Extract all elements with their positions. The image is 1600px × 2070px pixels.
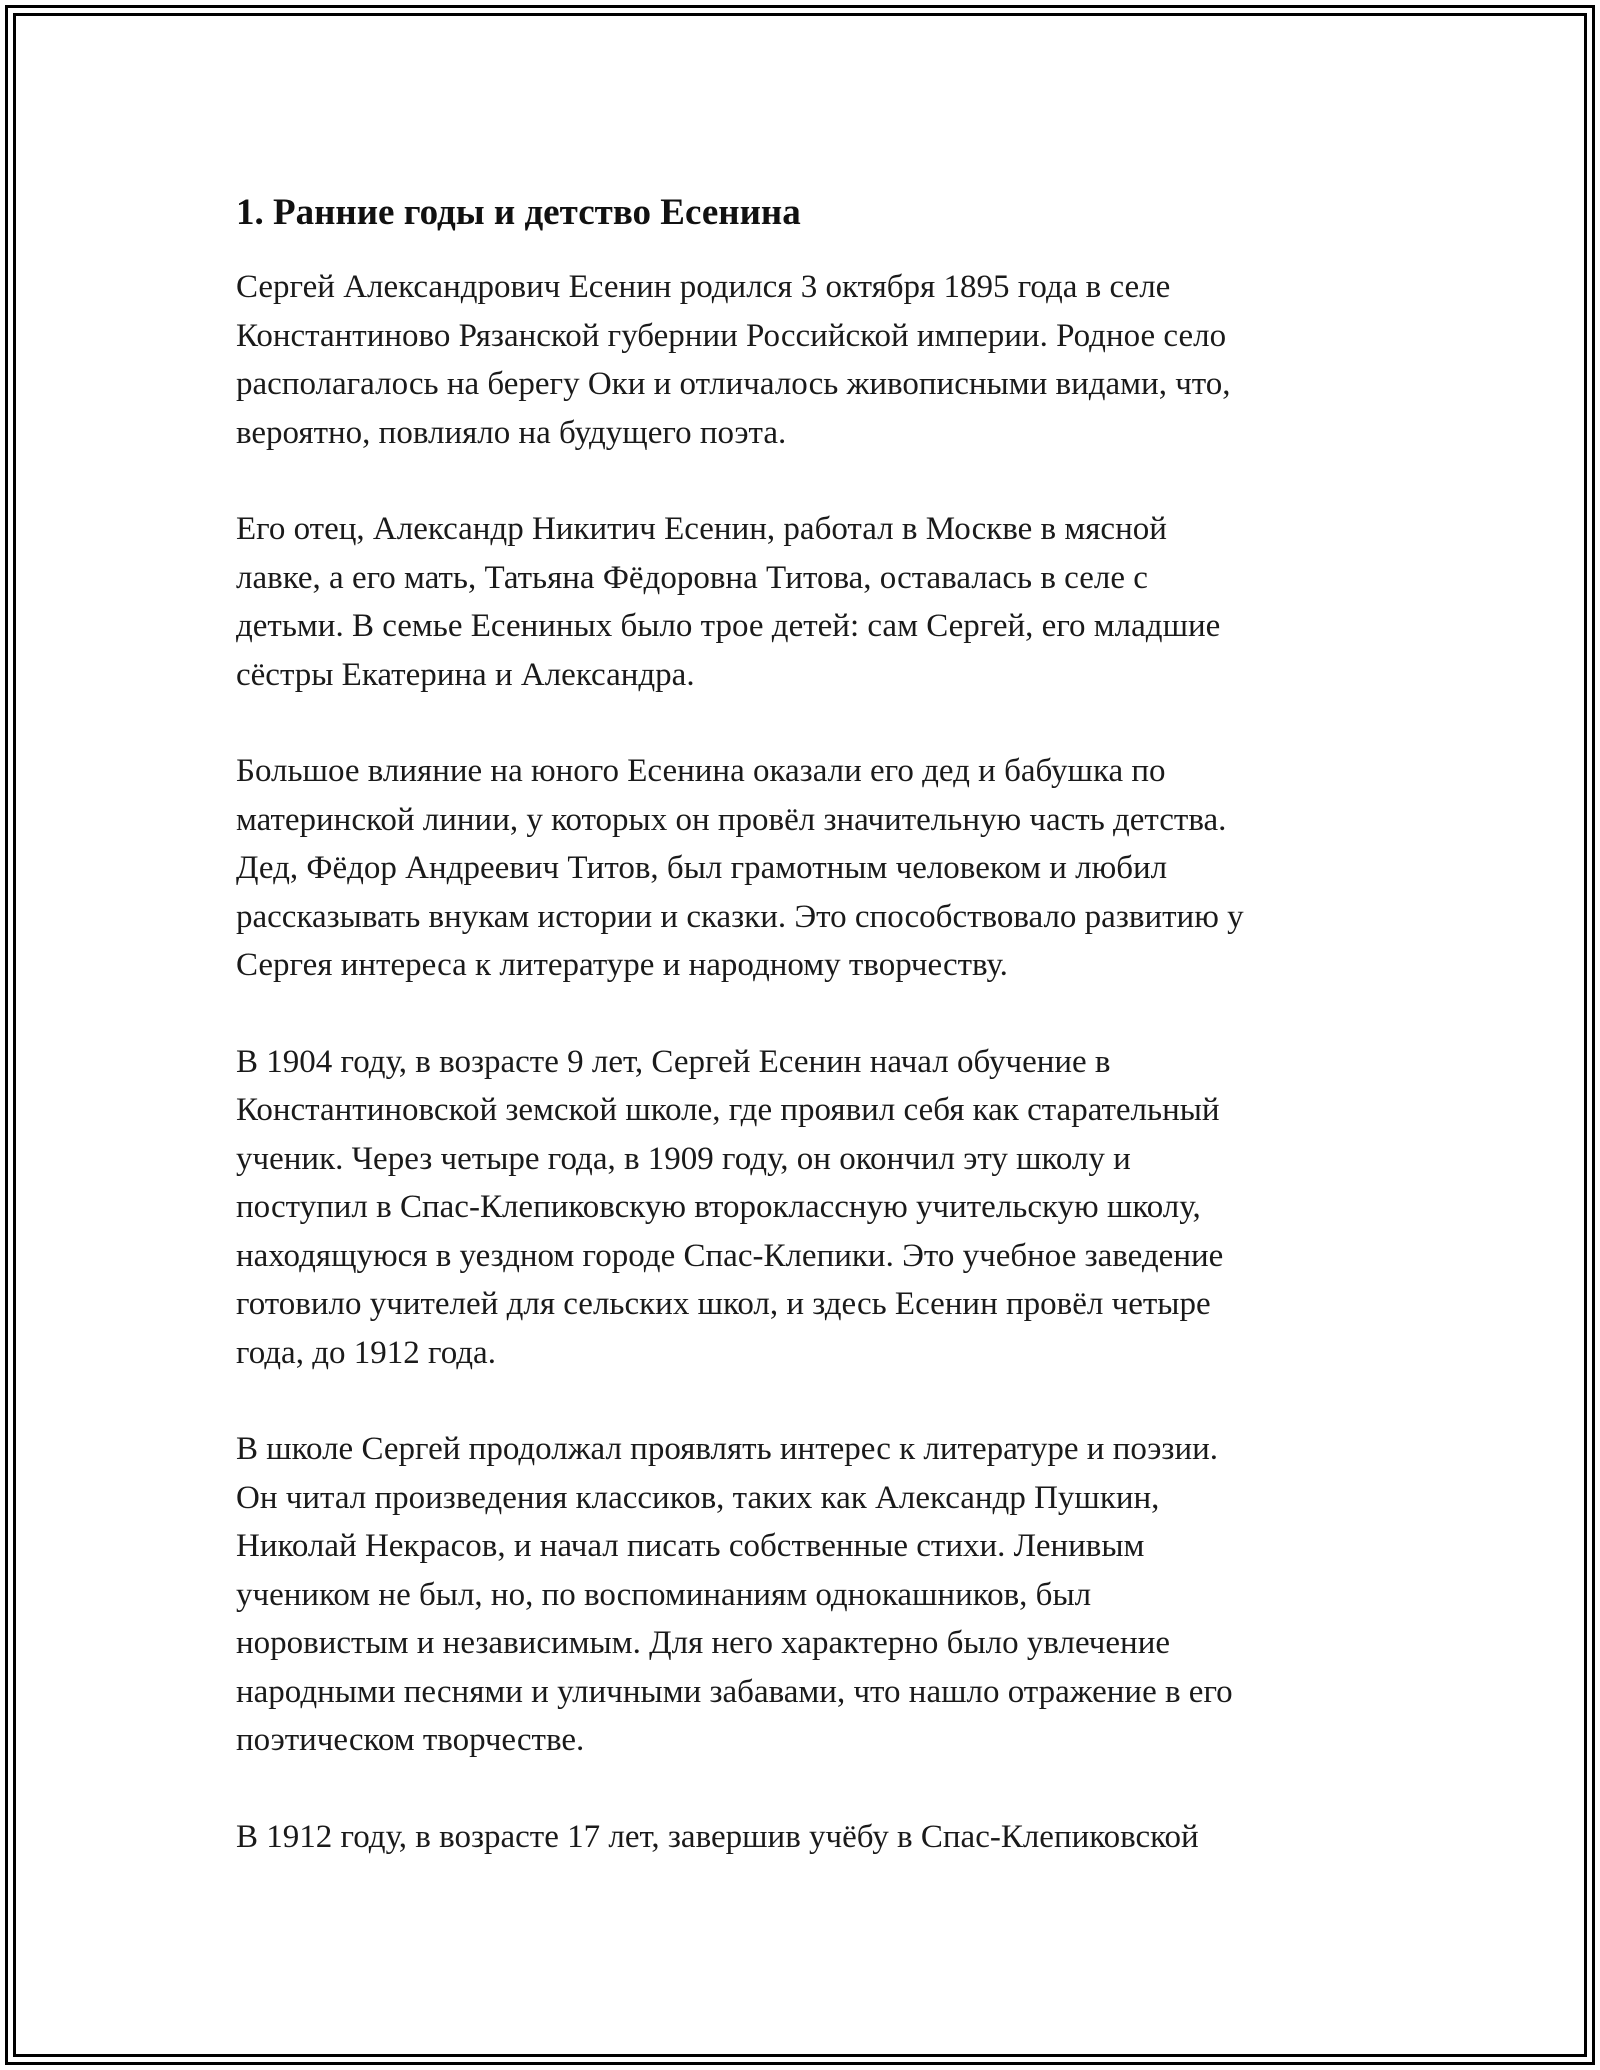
paragraph-1912: В 1912 году, в возрасте 17 лет, завершив учёбу в Спас-Клепиковской <box>236 1818 1199 1855</box>
paragraph-parents: Его отец, Александр Никитич Есенин, работал в Москве в мясной лавке, а его мать, Татьяна Фёдоровна Титова, оставалась в селе с детьми. В семье Есениных было трое детей: сам Сергей, его младшие сёстры Екатерина и Александра. <box>236 511 1221 693</box>
paragraph-literary-interest: В школе Сергей продолжал проявлять интерес к литературе и поэзии. Он читал произведения классиков, таких как Александр Пушкин, Николай Некрасов, и начал писать собственные стихи. Ленивым учеником не был, но, по воспоминаниям однокашников, был норовистым и независимым. Для него характерно было увлечение народными песнями и уличными забавами, что нашло отражение в его поэтическом творчестве. <box>236 1431 1233 1758</box>
paragraph-schooling: В 1904 году, в возрасте 9 лет, Сергей Есенин начал обучение в Константиновской земской школе, где проявил себя как старательный ученик. Через четыре года, в 1909 году, он окончил эту школу и поступил в Спас-Клепиковскую второклассную учительскую школу, находящуюся в уездном городе Спас-Клепики. Это учебное заведение готовило учителей для сельских школ, и здесь Есенин провёл четыре года, до 1912 года. <box>236 1043 1224 1371</box>
paragraph-birth: Сергей Александрович Есенин родился 3 октября 1895 года в селе Константиново Рязанской губернии Российской империи. Родное село располагалось на берегу Оки и отличалось живописными видами, что, вероятно, повлияло на будущего поэта. <box>236 269 1231 451</box>
paragraph-grandparents: Большое влияние на юного Есенина оказали его дед и бабушка по материнской линии, у которых он провёл значительную часть детства. Дед, Фёдор Андреевич Титов, был грамотным человеком и любил рассказывать внукам истории и сказки. Это способствовало развитию у Сергея интереса к литературе и народному творчеству. <box>236 753 1244 983</box>
document-body <box>236 185 1376 1909</box>
section-heading: 1. Ранние годы и детство Есенина <box>236 192 801 233</box>
